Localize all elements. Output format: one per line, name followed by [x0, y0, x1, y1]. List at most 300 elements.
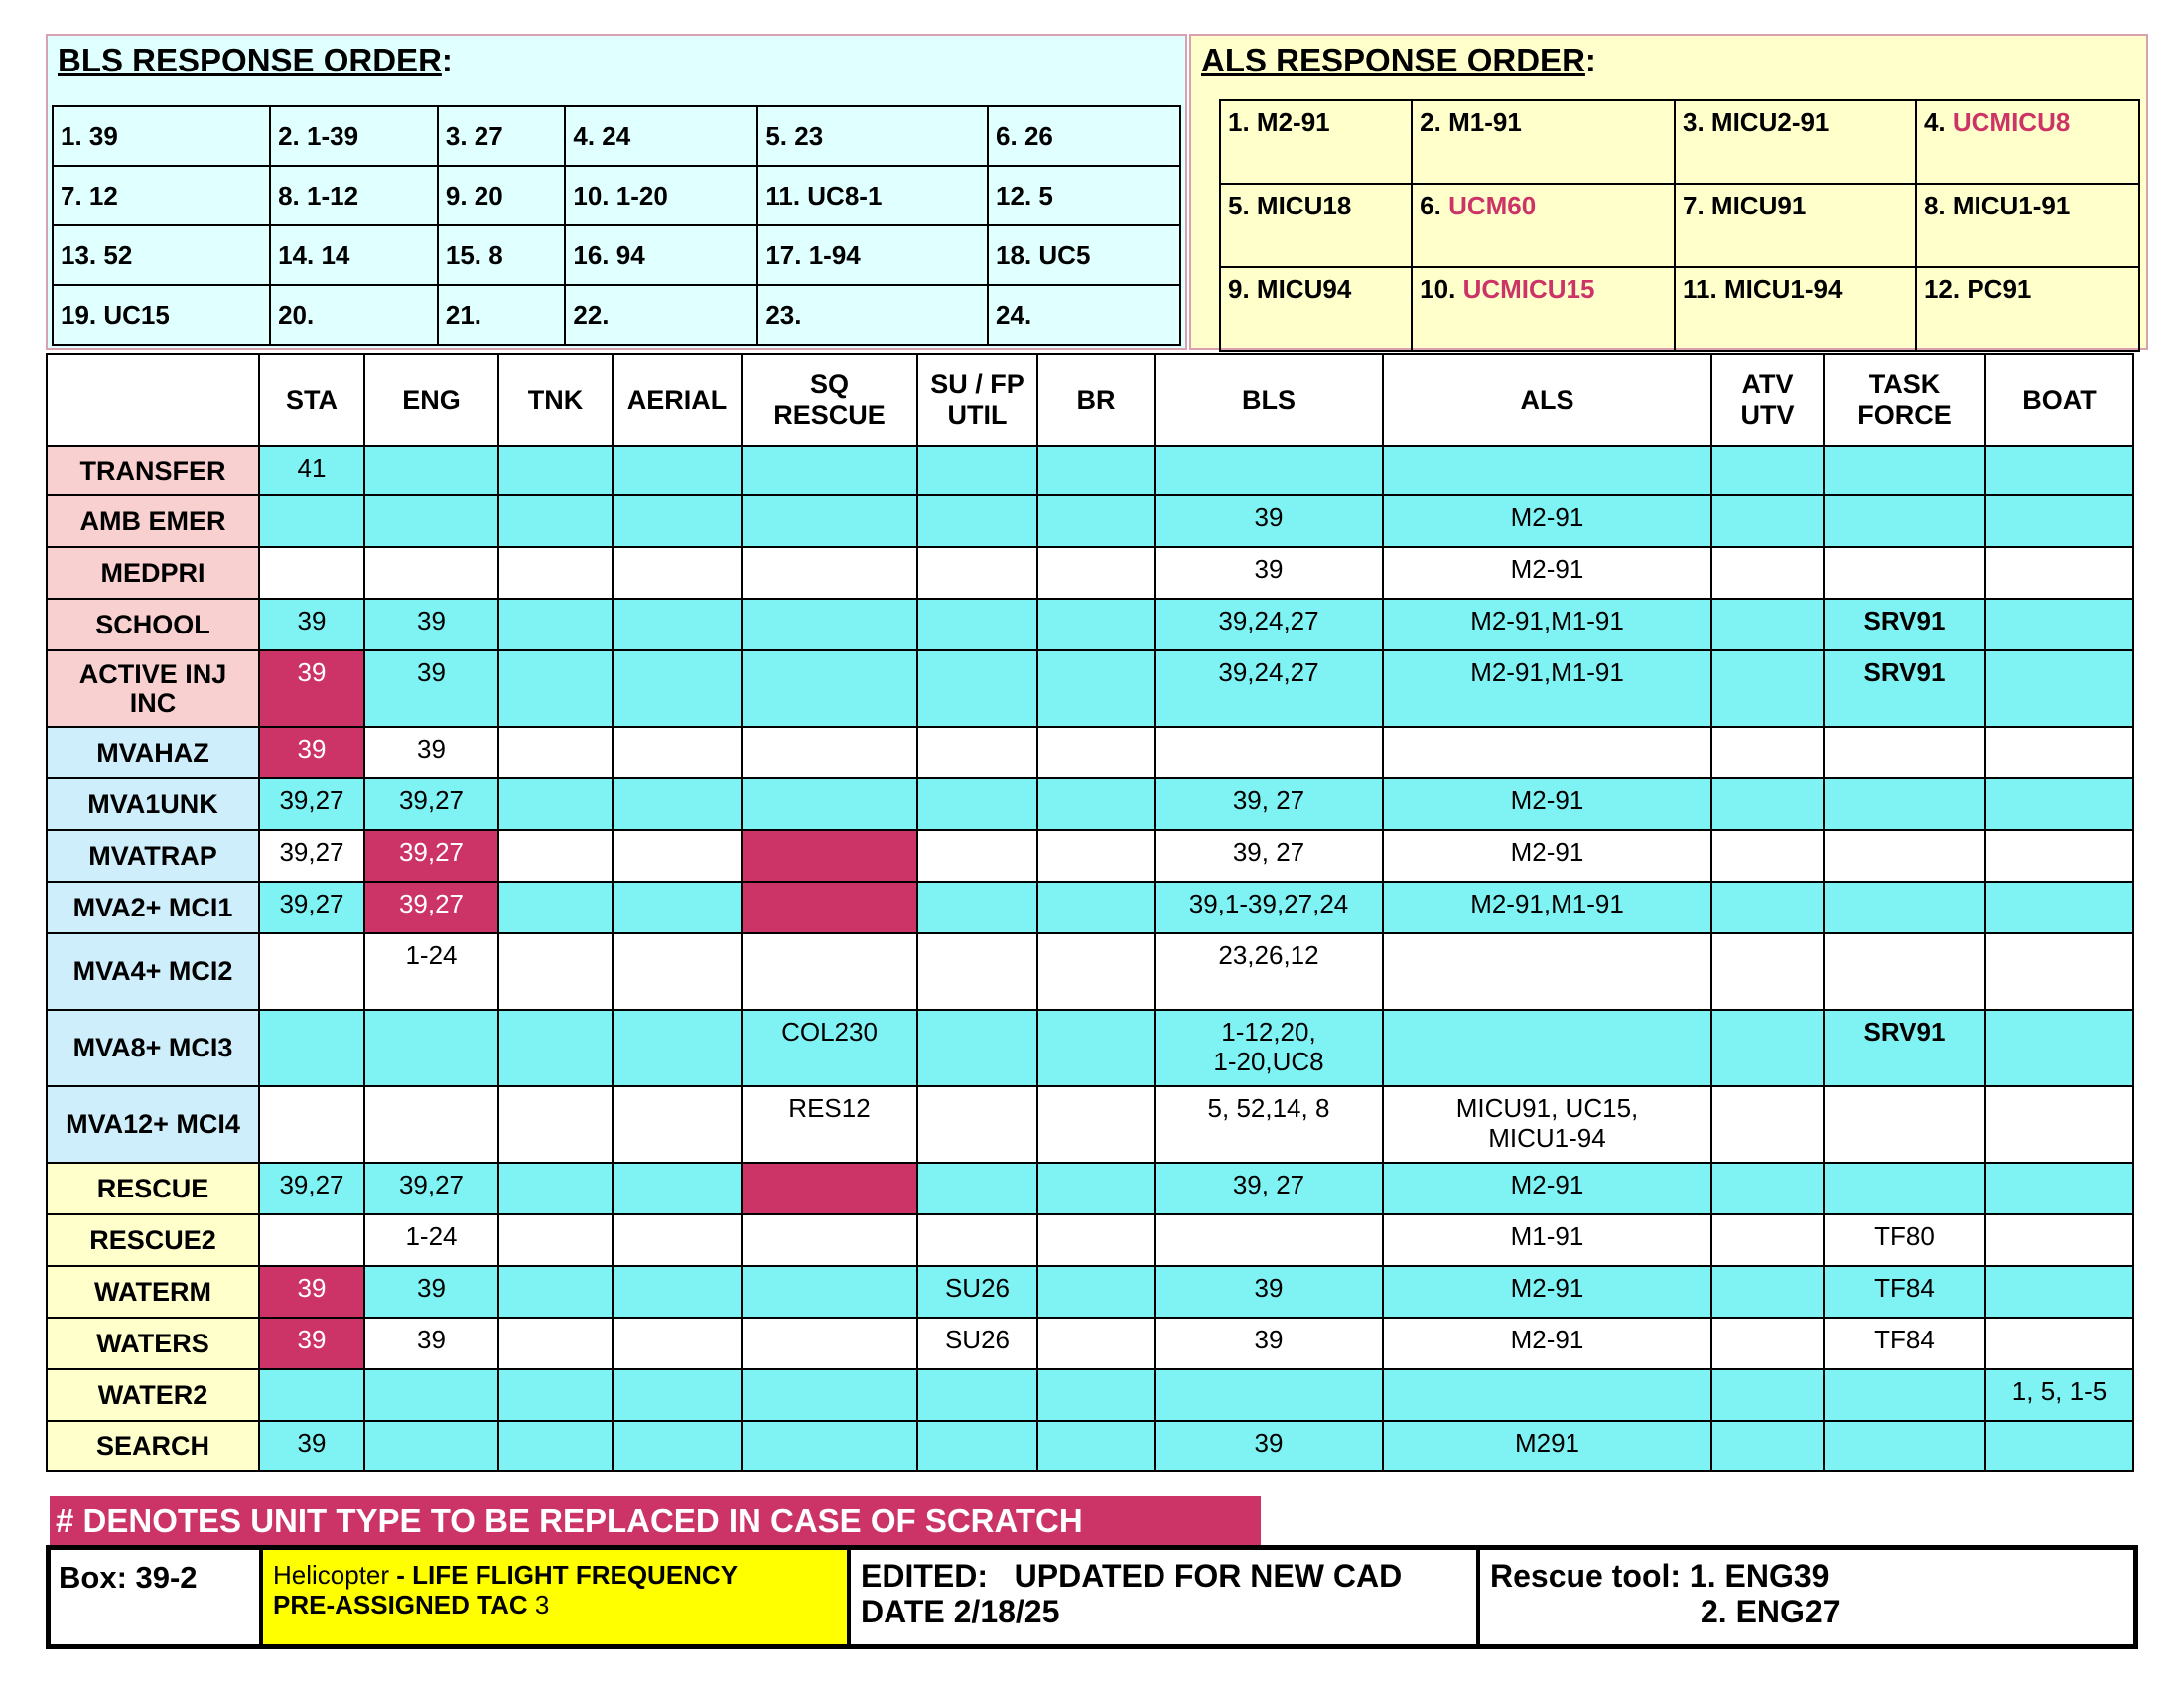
- table-cell: [498, 547, 613, 599]
- table-cell: [917, 1086, 1037, 1163]
- table-cell: [1037, 1369, 1155, 1421]
- table-row: [47, 1086, 2133, 1163]
- als-order-number: 5.: [1228, 191, 1250, 220]
- table-cell: 1-24: [364, 1214, 498, 1266]
- table-cell: [1985, 599, 2133, 650]
- als-order-unit: UCMICU15: [1462, 274, 1595, 304]
- table-cell: [1985, 446, 2133, 495]
- table-cell: [917, 830, 1037, 882]
- table-cell: 39, 27: [1155, 830, 1383, 882]
- table-cell: [613, 1214, 742, 1266]
- table-cell: 39,27: [364, 882, 498, 933]
- bls-order-cell: 22.: [565, 285, 757, 345]
- row-label: WATER2: [47, 1369, 259, 1421]
- table-cell: [742, 778, 917, 830]
- table-cell: M291: [1383, 1421, 1711, 1471]
- table-cell: [613, 1266, 742, 1318]
- table-cell: COL230: [742, 1010, 917, 1086]
- table-cell: 39,27: [259, 1163, 364, 1214]
- table-cell: M2-91,M1-91: [1383, 599, 1711, 650]
- row-label: AMB EMER: [47, 495, 259, 547]
- table-cell: 39: [259, 1318, 364, 1369]
- table-cell: [1711, 1163, 1824, 1214]
- table-cell: [498, 933, 613, 1010]
- table-cell: M2-91,M1-91: [1383, 650, 1711, 727]
- table-row: [47, 495, 2133, 547]
- row-label: MVA1UNK: [47, 778, 259, 830]
- table-cell: [1037, 1010, 1155, 1086]
- als-order-unit: UCM60: [1448, 191, 1537, 220]
- als-order-number: 9.: [1228, 274, 1250, 304]
- table-cell: [742, 727, 917, 778]
- table-cell: [613, 778, 742, 830]
- heli-label: Helicopter: [273, 1560, 390, 1590]
- table-cell: 39: [1155, 495, 1383, 547]
- table-cell: [1037, 1318, 1155, 1369]
- table-row: [47, 547, 2133, 599]
- table-cell: [742, 1266, 917, 1318]
- row-label: MVA4+ MCI2: [47, 933, 259, 1010]
- table-cell: [1985, 650, 2133, 727]
- bls-order-cell: 20.: [270, 285, 438, 345]
- row-label: SEARCH: [47, 1421, 259, 1471]
- table-cell: TF84: [1824, 1266, 1985, 1318]
- bls-order-grid: [52, 105, 1181, 346]
- table-cell: [498, 1369, 613, 1421]
- table-cell: [1824, 1086, 1985, 1163]
- table-cell: 39,1-39,27,24: [1155, 882, 1383, 933]
- als-order-cell: [1220, 267, 1412, 351]
- table-cell: [1711, 650, 1824, 727]
- table-cell: [259, 495, 364, 547]
- table-cell: [498, 1214, 613, 1266]
- bls-order-row: [53, 106, 1180, 166]
- als-order-number: 8.: [1923, 191, 1946, 220]
- table-cell: [1711, 933, 1824, 1010]
- bls-order-cell: 7. 12: [53, 166, 270, 225]
- table-cell: [613, 882, 742, 933]
- table-cell: [1155, 446, 1383, 495]
- bls-order-cell: 21.: [438, 285, 566, 345]
- table-cell: [613, 1421, 742, 1471]
- table-cell: [1985, 1214, 2133, 1266]
- table-cell: [742, 1163, 917, 1214]
- table-row: [47, 882, 2133, 933]
- table-cell: [1824, 778, 1985, 830]
- table-cell: 39,27: [259, 882, 364, 933]
- table-cell: [1711, 1421, 1824, 1471]
- table-cell: M2-91: [1383, 1318, 1711, 1369]
- table-cell: 1, 5, 1-5: [1985, 1369, 2133, 1421]
- table-cell: [613, 1369, 742, 1421]
- als-order-cell: [1412, 100, 1675, 184]
- table-cell: [1985, 1421, 2133, 1471]
- row-label: MVA12+ MCI4: [47, 1086, 259, 1163]
- table-cell: 39: [1155, 1266, 1383, 1318]
- als-order-unit: M2-91: [1256, 107, 1330, 137]
- column-header: SQ RESCUE: [742, 354, 917, 446]
- als-response-title: ALS RESPONSE ORDER:: [1201, 42, 1596, 78]
- table-cell: M2-91: [1383, 1266, 1711, 1318]
- table-cell: [364, 547, 498, 599]
- table-cell: [917, 1369, 1037, 1421]
- table-cell: M2-91: [1383, 830, 1711, 882]
- table-cell: [613, 830, 742, 882]
- row-label: MEDPRI: [47, 547, 259, 599]
- als-order-unit: MICU1-91: [1952, 191, 2071, 220]
- als-order-cell: [1220, 100, 1412, 184]
- table-cell: 39, 27: [1155, 1163, 1383, 1214]
- bls-order-cell: 1. 39: [53, 106, 270, 166]
- rescue-tool-info: [1480, 1550, 2133, 1644]
- table-cell: [742, 1421, 917, 1471]
- als-order-number: 2.: [1420, 107, 1441, 137]
- table-cell: [1037, 778, 1155, 830]
- table-cell: [917, 882, 1037, 933]
- table-cell: [917, 1421, 1037, 1471]
- bls-order-cell: 2. 1-39: [270, 106, 438, 166]
- scratch-notice-banner: # DENOTES UNIT TYPE TO BE REPLACED IN CASE OF SCRATCH: [50, 1496, 1261, 1545]
- table-cell: 39: [259, 1266, 364, 1318]
- bls-order-cell: 5. 23: [757, 106, 988, 166]
- table-cell: [742, 1369, 917, 1421]
- als-order-cell: [1220, 184, 1412, 267]
- bls-order-cell: 12. 5: [988, 166, 1180, 225]
- column-header: BR: [1037, 354, 1155, 446]
- table-cell: [498, 1010, 613, 1086]
- box-number: Box: 39-2: [51, 1550, 263, 1644]
- als-order-number: 12.: [1923, 274, 1961, 304]
- bls-order-row: [53, 166, 1180, 225]
- table-cell: 1-24: [364, 933, 498, 1010]
- table-cell: [1985, 933, 2133, 1010]
- table-cell: [1383, 1369, 1711, 1421]
- table-cell: [613, 1086, 742, 1163]
- als-order-cell: [1412, 267, 1675, 351]
- table-cell: [613, 1010, 742, 1086]
- column-header: STA: [259, 354, 364, 446]
- table-cell: [917, 933, 1037, 1010]
- table-cell: 39: [1155, 1421, 1383, 1471]
- table-row: [47, 1318, 2133, 1369]
- table-cell: [917, 446, 1037, 495]
- als-order-cell: [1412, 184, 1675, 267]
- heli-preassigned: PRE-ASSIGNED TAC: [273, 1590, 528, 1619]
- table-cell: [1037, 446, 1155, 495]
- table-cell: 39: [364, 1266, 498, 1318]
- als-order-cell: [1916, 100, 2139, 184]
- table-cell: [498, 446, 613, 495]
- als-order-row: [1220, 100, 2139, 184]
- table-cell: [1037, 599, 1155, 650]
- table-cell: [1824, 933, 1985, 1010]
- table-cell: 39,27: [259, 778, 364, 830]
- table-cell: [1383, 727, 1711, 778]
- table-cell: M2-91: [1383, 1163, 1711, 1214]
- edit-note: EDITED: UPDATED FOR NEW CAD DATE 2/18/25: [851, 1550, 1480, 1644]
- table-cell: [1824, 547, 1985, 599]
- als-order-unit: UCMICU8: [1952, 107, 2071, 137]
- table-cell: [1711, 495, 1824, 547]
- als-order-number: 6.: [1420, 191, 1441, 220]
- table-cell: 23,26,12: [1155, 933, 1383, 1010]
- table-cell: [1037, 1086, 1155, 1163]
- table-cell: [498, 727, 613, 778]
- table-cell: [1711, 547, 1824, 599]
- als-order-unit: M1-91: [1448, 107, 1522, 137]
- row-label: SCHOOL: [47, 599, 259, 650]
- als-order-number: 1.: [1228, 107, 1250, 137]
- table-cell: [1711, 1318, 1824, 1369]
- table-cell: [1824, 1369, 1985, 1421]
- als-order-number: 3.: [1683, 107, 1705, 137]
- table-row: [47, 1163, 2133, 1214]
- table-cell: [742, 599, 917, 650]
- table-row: [47, 1421, 2133, 1471]
- table-row: [47, 727, 2133, 778]
- als-response-order: [1189, 34, 2148, 350]
- table-row: [47, 1010, 2133, 1086]
- table-cell: [1037, 1266, 1155, 1318]
- als-order-number: 10.: [1420, 274, 1456, 304]
- heli-tac: 3: [527, 1590, 550, 1619]
- column-header: ATV UTV: [1711, 354, 1824, 446]
- als-order-cell: [1916, 184, 2139, 267]
- bls-order-cell: 18. UC5: [988, 225, 1180, 285]
- table-cell: [742, 830, 917, 882]
- table-cell: [1985, 778, 2133, 830]
- bls-order-cell: 15. 8: [438, 225, 566, 285]
- table-cell: [1383, 446, 1711, 495]
- table-row: [47, 830, 2133, 882]
- table-cell: [1711, 446, 1824, 495]
- table-cell: [1383, 933, 1711, 1010]
- column-header: BLS: [1155, 354, 1383, 446]
- table-cell: 39: [364, 599, 498, 650]
- als-order-unit: MICU1-94: [1723, 274, 1843, 304]
- bls-order-cell: 3. 27: [438, 106, 566, 166]
- table-cell: 39,27: [364, 830, 498, 882]
- bls-order-cell: 19. UC15: [53, 285, 270, 345]
- bls-order-cell: 24.: [988, 285, 1180, 345]
- table-cell: 39,24,27: [1155, 650, 1383, 727]
- table-cell: [1985, 495, 2133, 547]
- table-cell: [613, 446, 742, 495]
- column-header: SU / FP UTIL: [917, 354, 1037, 446]
- table-row: [47, 933, 2133, 1010]
- als-order-unit: MICU94: [1256, 274, 1352, 304]
- rescue-tool-2: 2. ENG27: [1701, 1594, 1841, 1629]
- table-row: [47, 1266, 2133, 1318]
- column-header: ENG: [364, 354, 498, 446]
- table-cell: [613, 547, 742, 599]
- table-cell: 41: [259, 446, 364, 495]
- table-cell: [742, 933, 917, 1010]
- table-cell: SRV91: [1824, 599, 1985, 650]
- table-cell: M2-91: [1383, 778, 1711, 830]
- table-cell: [1824, 1421, 1985, 1471]
- row-label: MVAHAZ: [47, 727, 259, 778]
- column-header: [47, 354, 259, 446]
- table-cell: [1985, 1266, 2133, 1318]
- table-cell: [742, 547, 917, 599]
- table-cell: TF84: [1824, 1318, 1985, 1369]
- als-order-number: 4.: [1923, 107, 1946, 137]
- table-cell: [1037, 1214, 1155, 1266]
- table-row: [47, 778, 2133, 830]
- table-cell: [917, 547, 1037, 599]
- als-order-unit: PC91: [1967, 274, 2032, 304]
- table-cell: [498, 1421, 613, 1471]
- table-cell: [1711, 1086, 1824, 1163]
- table-cell: [1037, 882, 1155, 933]
- table-row: [47, 1214, 2133, 1266]
- table-cell: [742, 446, 917, 495]
- table-cell: [364, 495, 498, 547]
- table-cell: [498, 1086, 613, 1163]
- bls-order-cell: 9. 20: [438, 166, 566, 225]
- table-cell: [1037, 1421, 1155, 1471]
- table-cell: [259, 1369, 364, 1421]
- column-header: BOAT: [1985, 354, 2133, 446]
- als-order-unit: MICU91: [1710, 191, 1807, 220]
- table-cell: [364, 446, 498, 495]
- table-cell: [1824, 1163, 1985, 1214]
- table-cell: [1711, 727, 1824, 778]
- table-cell: [498, 1266, 613, 1318]
- table-cell: 39: [1155, 1318, 1383, 1369]
- table-cell: [613, 599, 742, 650]
- table-cell: 39: [364, 1318, 498, 1369]
- row-label: MVA2+ MCI1: [47, 882, 259, 933]
- table-cell: [498, 650, 613, 727]
- table-cell: RES12: [742, 1086, 917, 1163]
- als-order-cell: [1675, 267, 1916, 351]
- column-header: ALS: [1383, 354, 1711, 446]
- als-order-grid: [1219, 99, 2140, 352]
- bls-order-cell: 8. 1-12: [270, 166, 438, 225]
- table-row: [47, 1369, 2133, 1421]
- table-cell: [1383, 1010, 1711, 1086]
- table-cell: M1-91: [1383, 1214, 1711, 1266]
- table-cell: SRV91: [1824, 1010, 1985, 1086]
- table-cell: [364, 1086, 498, 1163]
- table-cell: [917, 495, 1037, 547]
- bls-order-cell: 13. 52: [53, 225, 270, 285]
- row-label: RESCUE: [47, 1163, 259, 1214]
- table-cell: [742, 1318, 917, 1369]
- table-cell: [1985, 1318, 2133, 1369]
- table-cell: [498, 830, 613, 882]
- als-order-unit: MICU18: [1256, 191, 1352, 220]
- bls-order-cell: 23.: [757, 285, 988, 345]
- table-row: [47, 446, 2133, 495]
- table-cell: [613, 727, 742, 778]
- bls-order-row: [53, 225, 1180, 285]
- als-order-cell: [1916, 267, 2139, 351]
- table-cell: M2-91: [1383, 495, 1711, 547]
- table-cell: [917, 1163, 1037, 1214]
- bls-order-row: [53, 285, 1180, 345]
- table-cell: [917, 778, 1037, 830]
- table-cell: [1824, 830, 1985, 882]
- table-cell: [1155, 1214, 1383, 1266]
- table-cell: 39: [259, 650, 364, 727]
- bls-order-cell: 16. 94: [565, 225, 757, 285]
- bls-response-title: BLS RESPONSE ORDER:: [58, 42, 453, 78]
- row-label: MVATRAP: [47, 830, 259, 882]
- row-label: TRANSFER: [47, 446, 259, 495]
- table-cell: [259, 933, 364, 1010]
- table-cell: [364, 1369, 498, 1421]
- table-cell: [1824, 495, 1985, 547]
- row-label: ACTIVE INJ INC: [47, 650, 259, 727]
- table-cell: [613, 1318, 742, 1369]
- table-cell: [1711, 1010, 1824, 1086]
- als-order-row: [1220, 184, 2139, 267]
- table-cell: [498, 1318, 613, 1369]
- als-order-cell: [1675, 184, 1916, 267]
- table-cell: [1824, 882, 1985, 933]
- bls-order-cell: 10. 1-20: [565, 166, 757, 225]
- table-cell: [259, 547, 364, 599]
- table-cell: 39: [1155, 547, 1383, 599]
- table-cell: [1824, 727, 1985, 778]
- als-order-number: 11.: [1683, 274, 1717, 304]
- table-cell: [1037, 495, 1155, 547]
- table-cell: [742, 650, 917, 727]
- table-cell: [259, 1010, 364, 1086]
- als-order-number: 7.: [1683, 191, 1705, 220]
- row-label: MVA8+ MCI3: [47, 1010, 259, 1086]
- table-cell: 39, 27: [1155, 778, 1383, 830]
- table-cell: 5, 52,14, 8: [1155, 1086, 1383, 1163]
- table-cell: 39,27: [259, 830, 364, 882]
- footer-info: [46, 1545, 2138, 1649]
- table-cell: 39,24,27: [1155, 599, 1383, 650]
- table-row: [47, 650, 2133, 727]
- table-cell: 39: [259, 599, 364, 650]
- table-cell: [1711, 1369, 1824, 1421]
- table-cell: [1985, 830, 2133, 882]
- table-cell: TF80: [1824, 1214, 1985, 1266]
- table-cell: [917, 650, 1037, 727]
- table-cell: [1711, 830, 1824, 882]
- table-header-row: [47, 354, 2133, 446]
- als-order-unit: MICU2-91: [1710, 107, 1830, 137]
- row-label: RESCUE2: [47, 1214, 259, 1266]
- table-cell: [613, 495, 742, 547]
- table-cell: [1985, 727, 2133, 778]
- table-cell: [1037, 933, 1155, 1010]
- response-matrix-table: [46, 353, 2134, 1472]
- table-cell: 39: [259, 1421, 364, 1471]
- table-cell: 39: [259, 727, 364, 778]
- table-cell: [1711, 1214, 1824, 1266]
- bls-order-cell: 6. 26: [988, 106, 1180, 166]
- table-cell: MICU91, UC15, MICU1-94: [1383, 1086, 1711, 1163]
- table-cell: [364, 1421, 498, 1471]
- table-cell: [742, 1214, 917, 1266]
- table-cell: [498, 599, 613, 650]
- column-header: TNK: [498, 354, 613, 446]
- table-cell: M2-91: [1383, 547, 1711, 599]
- table-cell: [498, 882, 613, 933]
- table-cell: [1711, 882, 1824, 933]
- table-cell: [364, 1010, 498, 1086]
- column-header: AERIAL: [613, 354, 742, 446]
- column-header: TASK FORCE: [1824, 354, 1985, 446]
